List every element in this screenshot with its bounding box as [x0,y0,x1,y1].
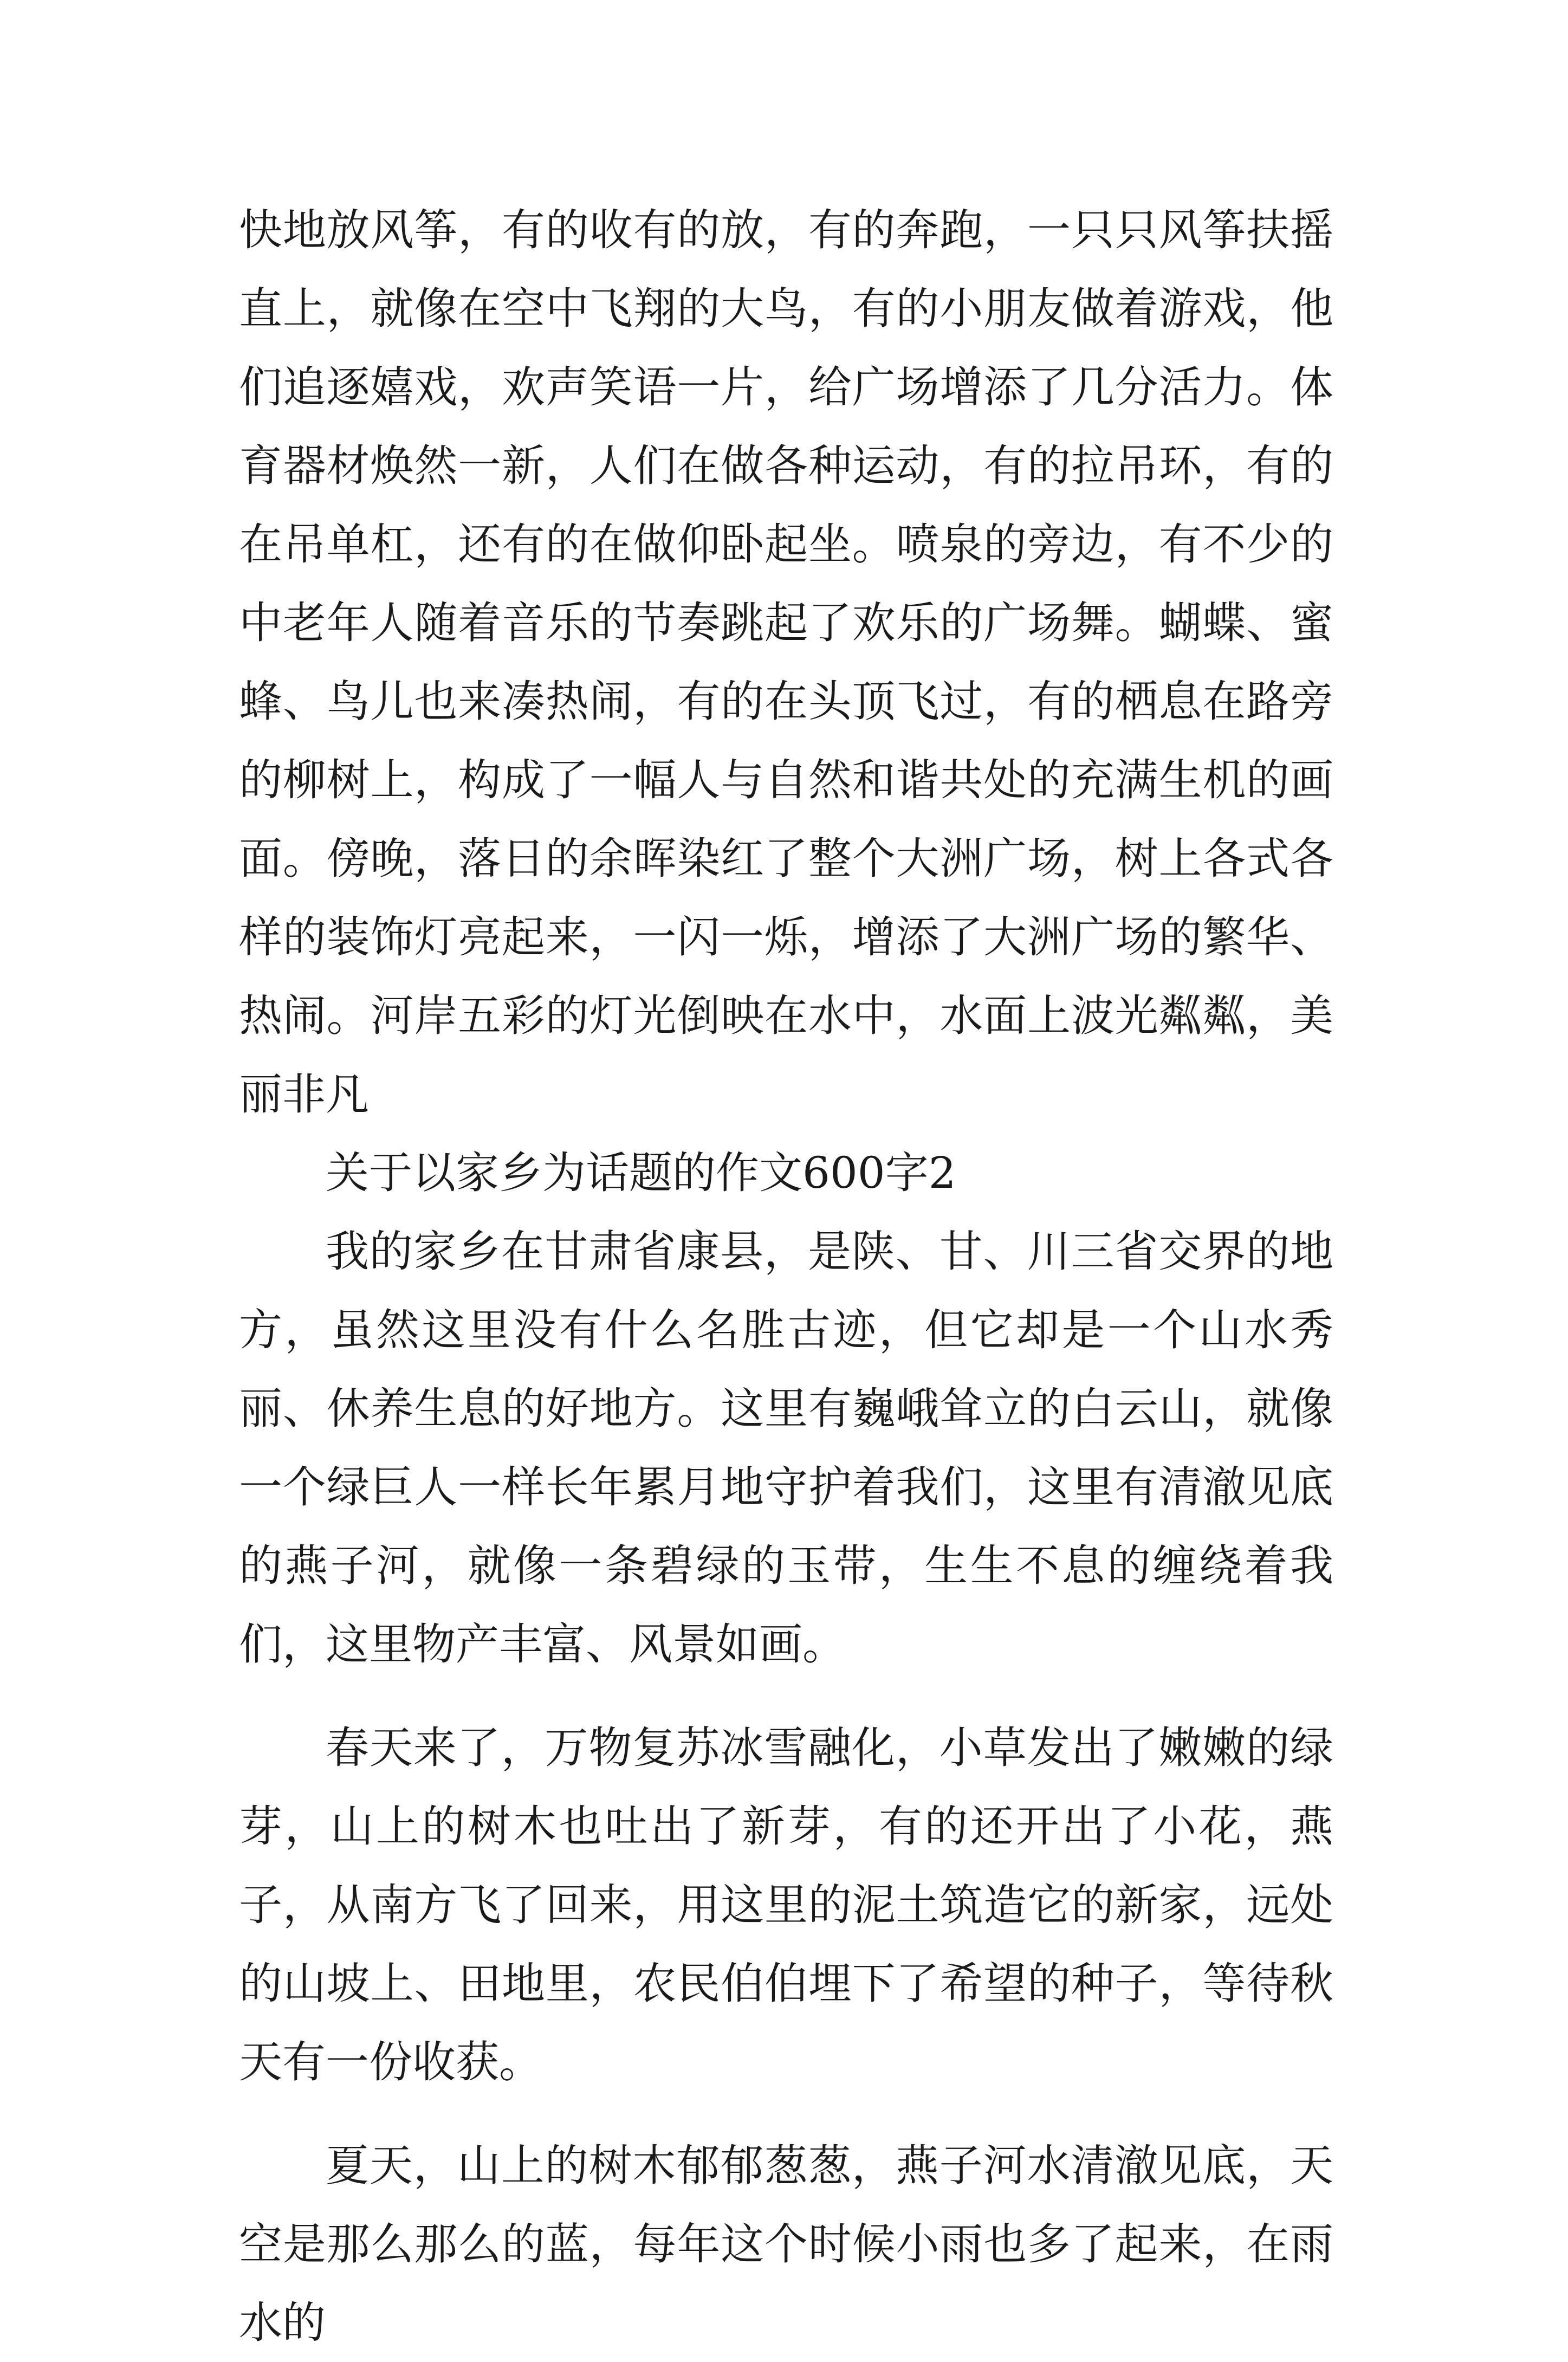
paragraph-summer: 夏天，山上的树木郁郁葱葱，燕子河水清澈见底，天空是那么那么的蓝，每年这个时候小雨也多了起来，在雨水的 [239,2140,1333,2348]
document-body [239,191,1333,2362]
paragraph-continuation: 快地放风筝，有的收有的放，有的奔跑，一只只风筝扶摇直上，就像在空中飞翔的大鸟，有的小朋友做着游戏，他们追逐嬉戏，欢声笑语一片，给广场增添了几分活力。体育器材焕然一新，人们在做各种运动，有的拉吊环，有的在吊单杠，还有的在做仰卧起坐。喷泉的旁边，有不少的中老年人随着音乐的节奏跳起了欢乐的广场舞。蝴蝶、蜜蜂、鸟儿也来凑热闹，有的在头顶飞过，有的栖息在路旁的柳树上，构成了一幅人与自然和谐共处的充满生机的画面。傍晚，落日的余晖染红了整个大洲广场，树上各式各样的装饰灯亮起来，一闪一烁，增添了大洲广场的繁华、热闹。河岸五彩的灯光倒映在水中，水面上波光粼粼，美丽非凡 [239,205,1333,1119]
essay-heading: 关于以家乡为话题的作文600字2 [326,1148,956,1198]
paragraph-hometown-intro: 我的家乡在甘肃省康县，是陕、甘、川三省交界的地方，虽然这里没有什么名胜古迹，但它却是一个山水秀丽、休养生息的好地方。这里有巍峨耸立的白云山，就像一个绿巨人一样长年累月地守护着我们，这里有清澈见底的燕子河，就像一条碧绿的玉带，生生不息的缠绕着我们，这里物产丰富、风景如画。 [239,1226,1333,1669]
paragraph-spring: 春天来了，万物复苏冰雪融化，小草发出了嫩嫩的绿芽，山上的树木也吐出了新芽，有的还开出了小花，燕子，从南方飞了回来，用这里的泥土筑造它的新家，远处的山坡上、田地里，农民伯伯埋下了希望的种子，等待秋天有一份收获。 [239,1723,1333,2087]
